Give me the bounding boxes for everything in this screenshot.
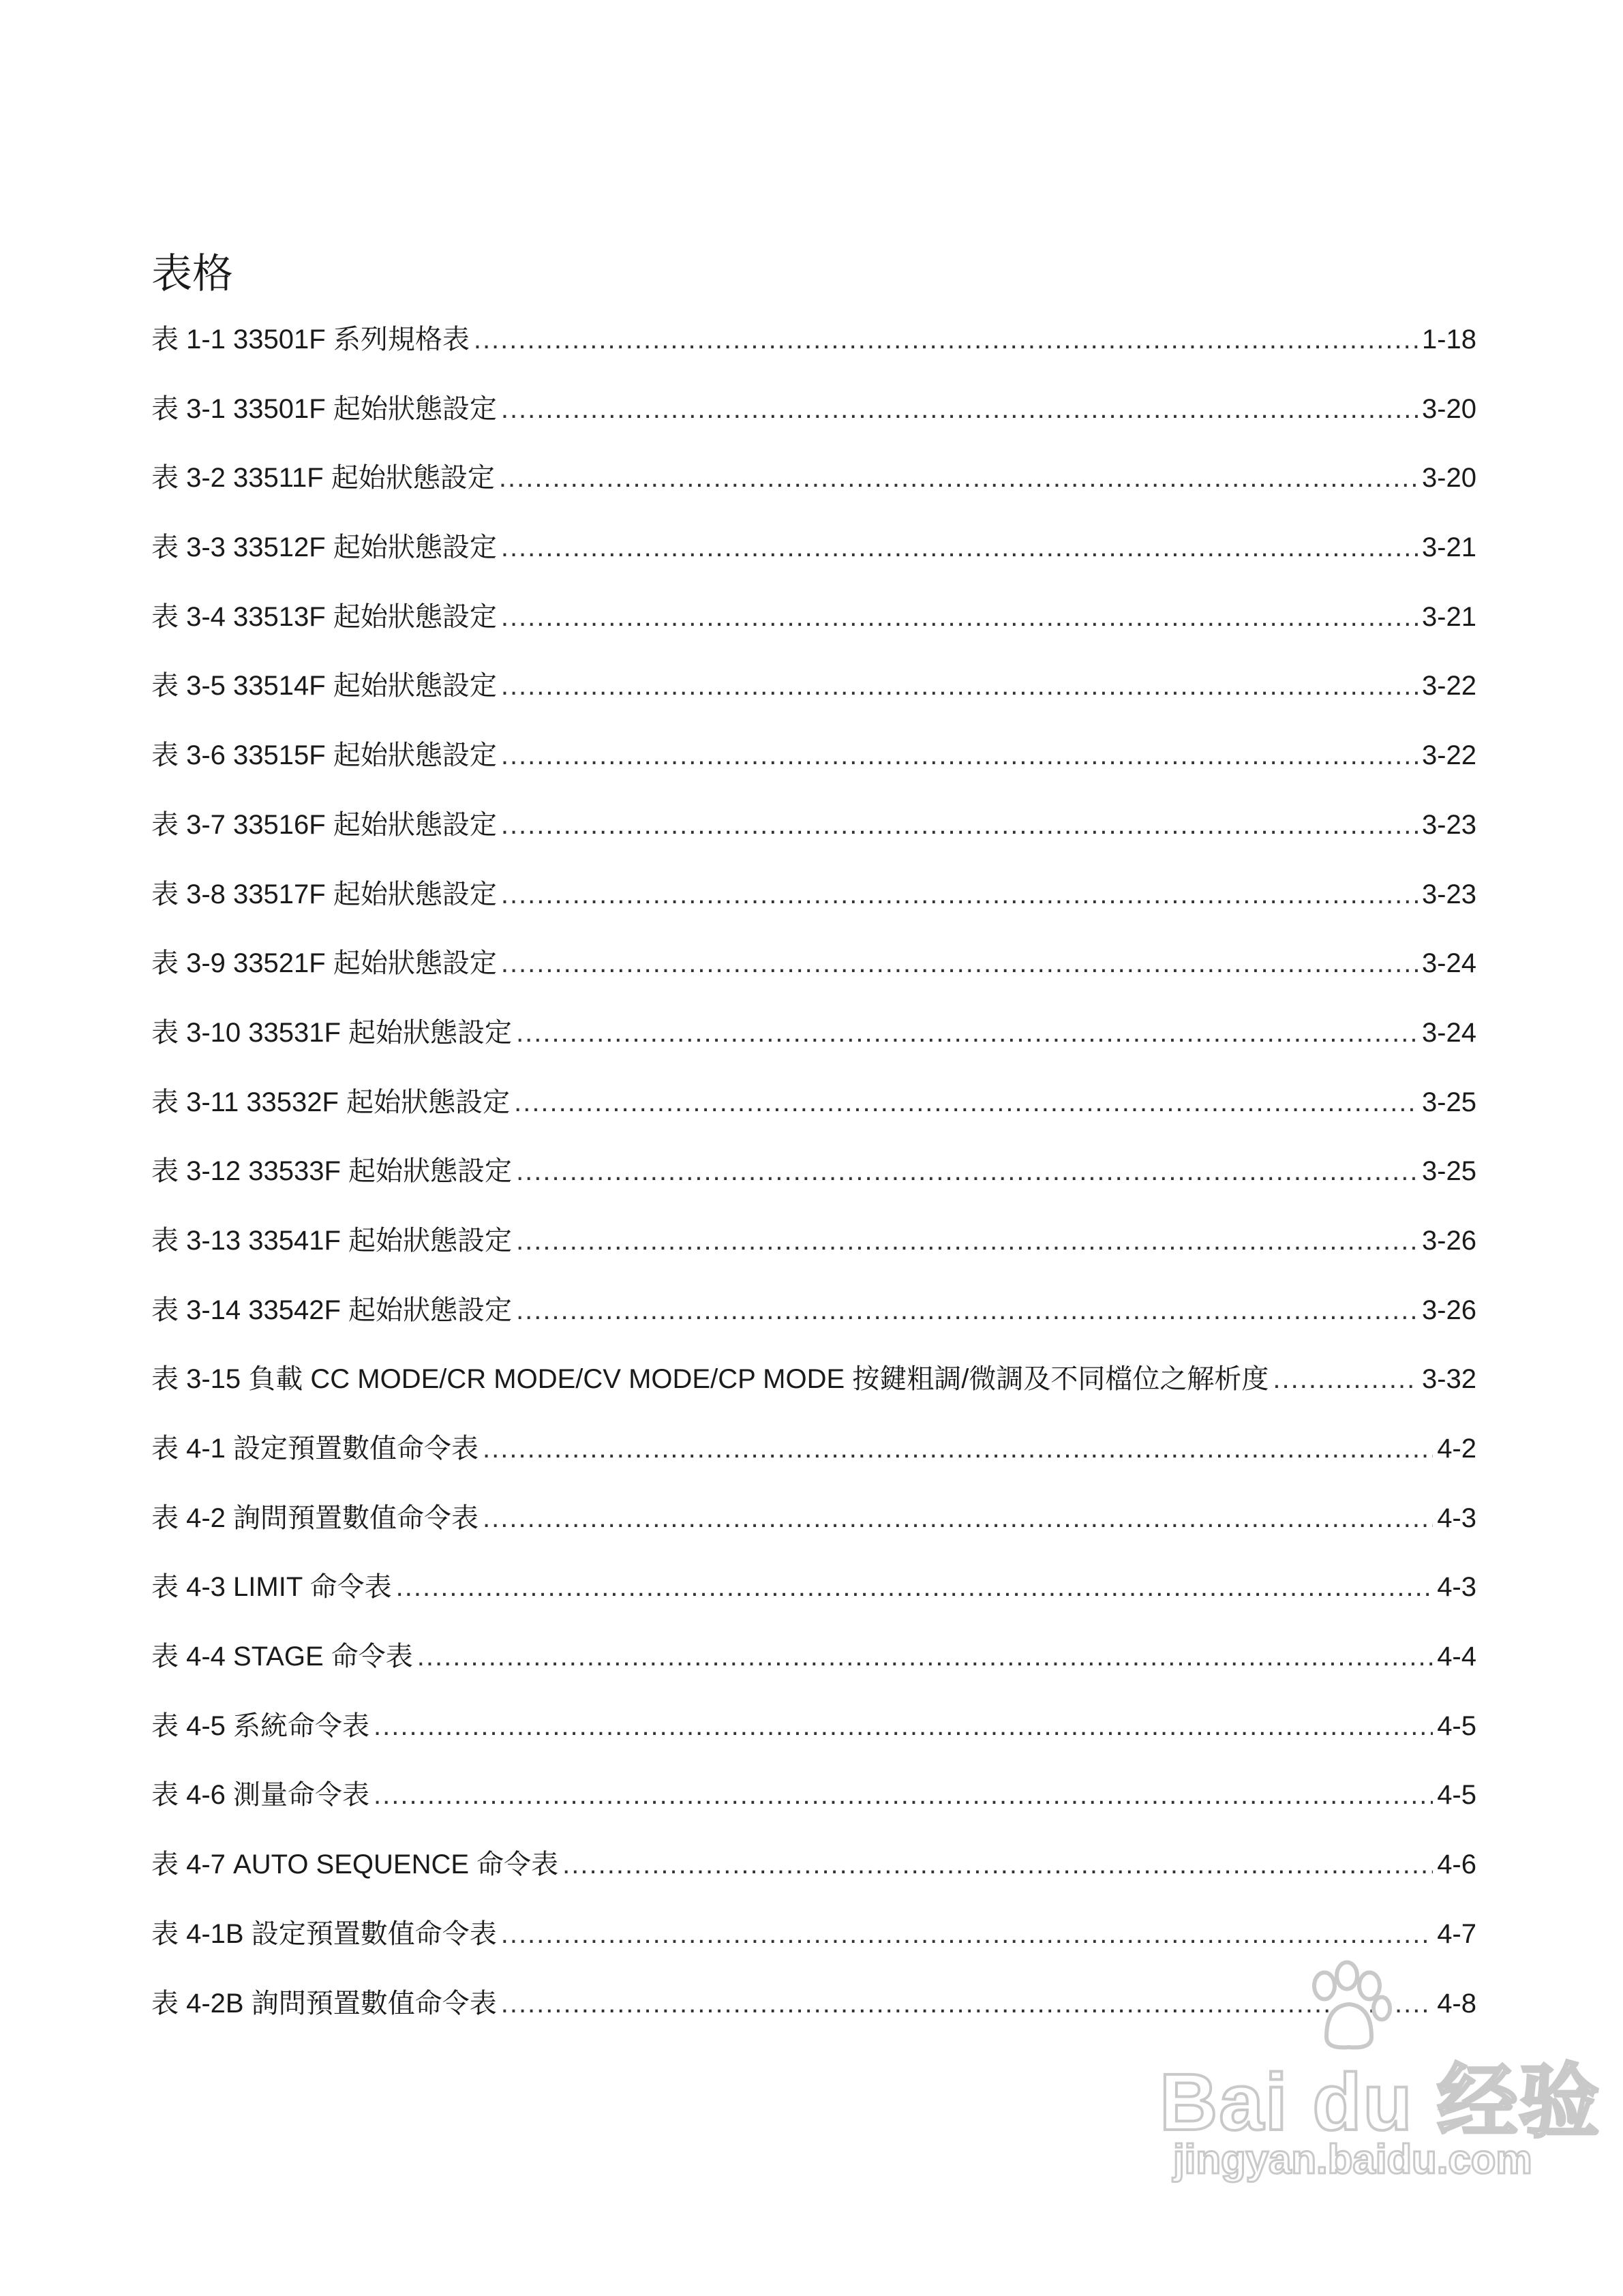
toc-entry[interactable]: [151, 1770, 1476, 1840]
toc-entry-page: 3-25: [1421, 1087, 1476, 1117]
toc-dot-leader: [474, 315, 1418, 364]
toc-entry-label: 表 4-7 AUTO SEQUENCE 命令表: [151, 1849, 559, 1880]
toc-entry[interactable]: [151, 592, 1476, 662]
toc-entry[interactable]: [151, 453, 1476, 523]
toc-dot-leader: [501, 661, 1418, 710]
toc-dot-leader: [501, 384, 1418, 434]
toc-entry-label: 表 3-8 33517F 起始狀態設定: [151, 879, 497, 909]
toc-entry[interactable]: [151, 731, 1476, 800]
toc-dot-leader: [483, 1494, 1433, 1543]
toc-dot-leader: [374, 1770, 1433, 1819]
toc-dot-leader: [1273, 1355, 1418, 1404]
toc-entry-label: 表 3-12 33533F 起始狀態設定: [151, 1156, 513, 1187]
toc-entry-page: 3-24: [1421, 1017, 1476, 1048]
watermark-logo-text: Bai du 经验: [1159, 2057, 1601, 2147]
toc-entry-label: 表 3-11 33532F 起始狀態設定: [151, 1087, 511, 1117]
toc-dot-leader: [417, 1632, 1433, 1681]
toc-entry-page: 4-6: [1437, 1849, 1476, 1880]
toc-entry-page: 1-18: [1421, 324, 1476, 354]
table-of-tables: [151, 315, 1476, 2048]
toc-entry[interactable]: [151, 1286, 1476, 1355]
toc-entry-page: 4-3: [1437, 1572, 1476, 1603]
toc-entry-page: 3-26: [1421, 1225, 1476, 1256]
toc-entry-label: 表 3-7 33516F 起始狀態設定: [151, 809, 497, 840]
toc-dot-leader: [516, 1008, 1418, 1057]
toc-dot-leader: [374, 1702, 1433, 1751]
toc-entry-page: 3-20: [1421, 463, 1476, 494]
toc-entry[interactable]: [151, 870, 1476, 939]
toc-entry[interactable]: [151, 1702, 1476, 1771]
toc-entry[interactable]: [151, 523, 1476, 592]
toc-entry[interactable]: [151, 384, 1476, 454]
toc-entry-label: 表 4-3 LIMIT 命令表: [151, 1572, 392, 1603]
toc-entry-label: 表 4-5 系統命令表: [151, 1710, 370, 1741]
toc-entry-page: 3-22: [1421, 671, 1476, 701]
baidu-watermark: [1159, 1955, 1601, 2187]
toc-entry-label: 表 4-1 設定預置數值命令表: [151, 1434, 479, 1464]
toc-entry-label: 表 3-2 33511F 起始狀態設定: [151, 463, 495, 494]
toc-entry-page: 3-21: [1421, 601, 1476, 632]
toc-entry-label: 表 3-9 33521F 起始狀態設定: [151, 948, 497, 979]
toc-dot-leader: [501, 592, 1418, 641]
toc-entry-label: 表 4-2B 詢問預置數值命令表: [151, 1988, 497, 2019]
toc-dot-leader: [501, 939, 1418, 988]
toc-dot-leader: [562, 1840, 1433, 1889]
toc-entry-label: 表 3-15 負載 CC MODE/CR MODE/CV MODE/CP MODE 按鍵粗調/微調及不同檔位之解析度: [151, 1364, 1269, 1395]
toc-entry-page: 4-4: [1437, 1642, 1476, 1672]
toc-dot-leader: [501, 800, 1418, 849]
toc-entry[interactable]: [151, 800, 1476, 870]
toc-dot-leader: [501, 870, 1418, 919]
toc-entry[interactable]: [151, 661, 1476, 731]
toc-dot-leader: [501, 731, 1418, 780]
toc-dot-leader: [501, 523, 1418, 572]
toc-entry[interactable]: [151, 939, 1476, 1008]
toc-entry[interactable]: [151, 1632, 1476, 1702]
toc-entry-page: 4-7: [1437, 1918, 1476, 1949]
toc-entry-page: 3-20: [1421, 393, 1476, 424]
toc-entry-page: 3-22: [1421, 740, 1476, 771]
toc-entry-page: 4-8: [1437, 1988, 1476, 2019]
toc-entry[interactable]: [151, 1494, 1476, 1563]
toc-entry-page: 3-23: [1421, 879, 1476, 909]
toc-entry[interactable]: [151, 1008, 1476, 1078]
toc-entry-label: 表 3-4 33513F 起始狀態設定: [151, 601, 497, 632]
toc-dot-leader: [483, 1424, 1433, 1473]
toc-entry-label: 表 4-1B 設定預置數值命令表: [151, 1918, 497, 1949]
toc-entry[interactable]: [151, 1147, 1476, 1216]
toc-entry[interactable]: [151, 1216, 1476, 1286]
toc-entry[interactable]: [151, 1078, 1476, 1147]
toc-entry-page: 3-26: [1421, 1295, 1476, 1325]
toc-entry[interactable]: [151, 1424, 1476, 1494]
toc-entry-page: 3-24: [1421, 948, 1476, 979]
toc-entry-label: 表 4-4 STAGE 命令表: [151, 1642, 413, 1672]
page-title: 表格: [151, 251, 233, 297]
toc-entry-label: 表 3-14 33542F 起始狀態設定: [151, 1295, 513, 1325]
toc-entry-page: 4-5: [1437, 1780, 1476, 1811]
toc-dot-leader: [501, 1909, 1433, 1959]
toc-entry-page: 3-21: [1421, 532, 1476, 563]
toc-entry-label: 表 3-13 33541F 起始狀態設定: [151, 1225, 513, 1256]
toc-entry-page: 4-2: [1437, 1434, 1476, 1464]
toc-dot-leader: [516, 1216, 1418, 1265]
watermark-url: jingyan.baidu.com: [1173, 2136, 1532, 2182]
toc-entry-label: 表 4-6 測量命令表: [151, 1780, 370, 1811]
toc-entry-page: 3-25: [1421, 1156, 1476, 1187]
toc-entry[interactable]: [151, 1355, 1476, 1424]
toc-entry-page: 3-23: [1421, 809, 1476, 840]
toc-dot-leader: [516, 1286, 1418, 1335]
toc-entry-label: 表 3-1 33501F 起始狀態設定: [151, 393, 497, 424]
toc-entry-label: 表 3-3 33512F 起始狀態設定: [151, 532, 497, 563]
toc-entry-label: 表 3-10 33531F 起始狀態設定: [151, 1017, 513, 1048]
toc-dot-leader: [514, 1078, 1418, 1127]
toc-entry-label: 表 1-1 33501F 系列規格表: [151, 324, 470, 354]
toc-entry[interactable]: [151, 1840, 1476, 1909]
toc-entry-label: 表 3-6 33515F 起始狀態設定: [151, 740, 497, 771]
toc-entry-page: 4-5: [1437, 1710, 1476, 1741]
toc-dot-leader: [396, 1562, 1434, 1612]
toc-entry[interactable]: [151, 1562, 1476, 1632]
toc-entry[interactable]: [151, 315, 1476, 384]
toc-entry-page: 3-32: [1421, 1364, 1476, 1395]
toc-entry-label: 表 3-5 33514F 起始狀態設定: [151, 671, 497, 701]
toc-dot-leader: [499, 453, 1418, 502]
toc-dot-leader: [516, 1147, 1418, 1196]
toc-entry-page: 4-3: [1437, 1502, 1476, 1533]
toc-entry-label: 表 4-2 詢問預置數值命令表: [151, 1502, 479, 1533]
